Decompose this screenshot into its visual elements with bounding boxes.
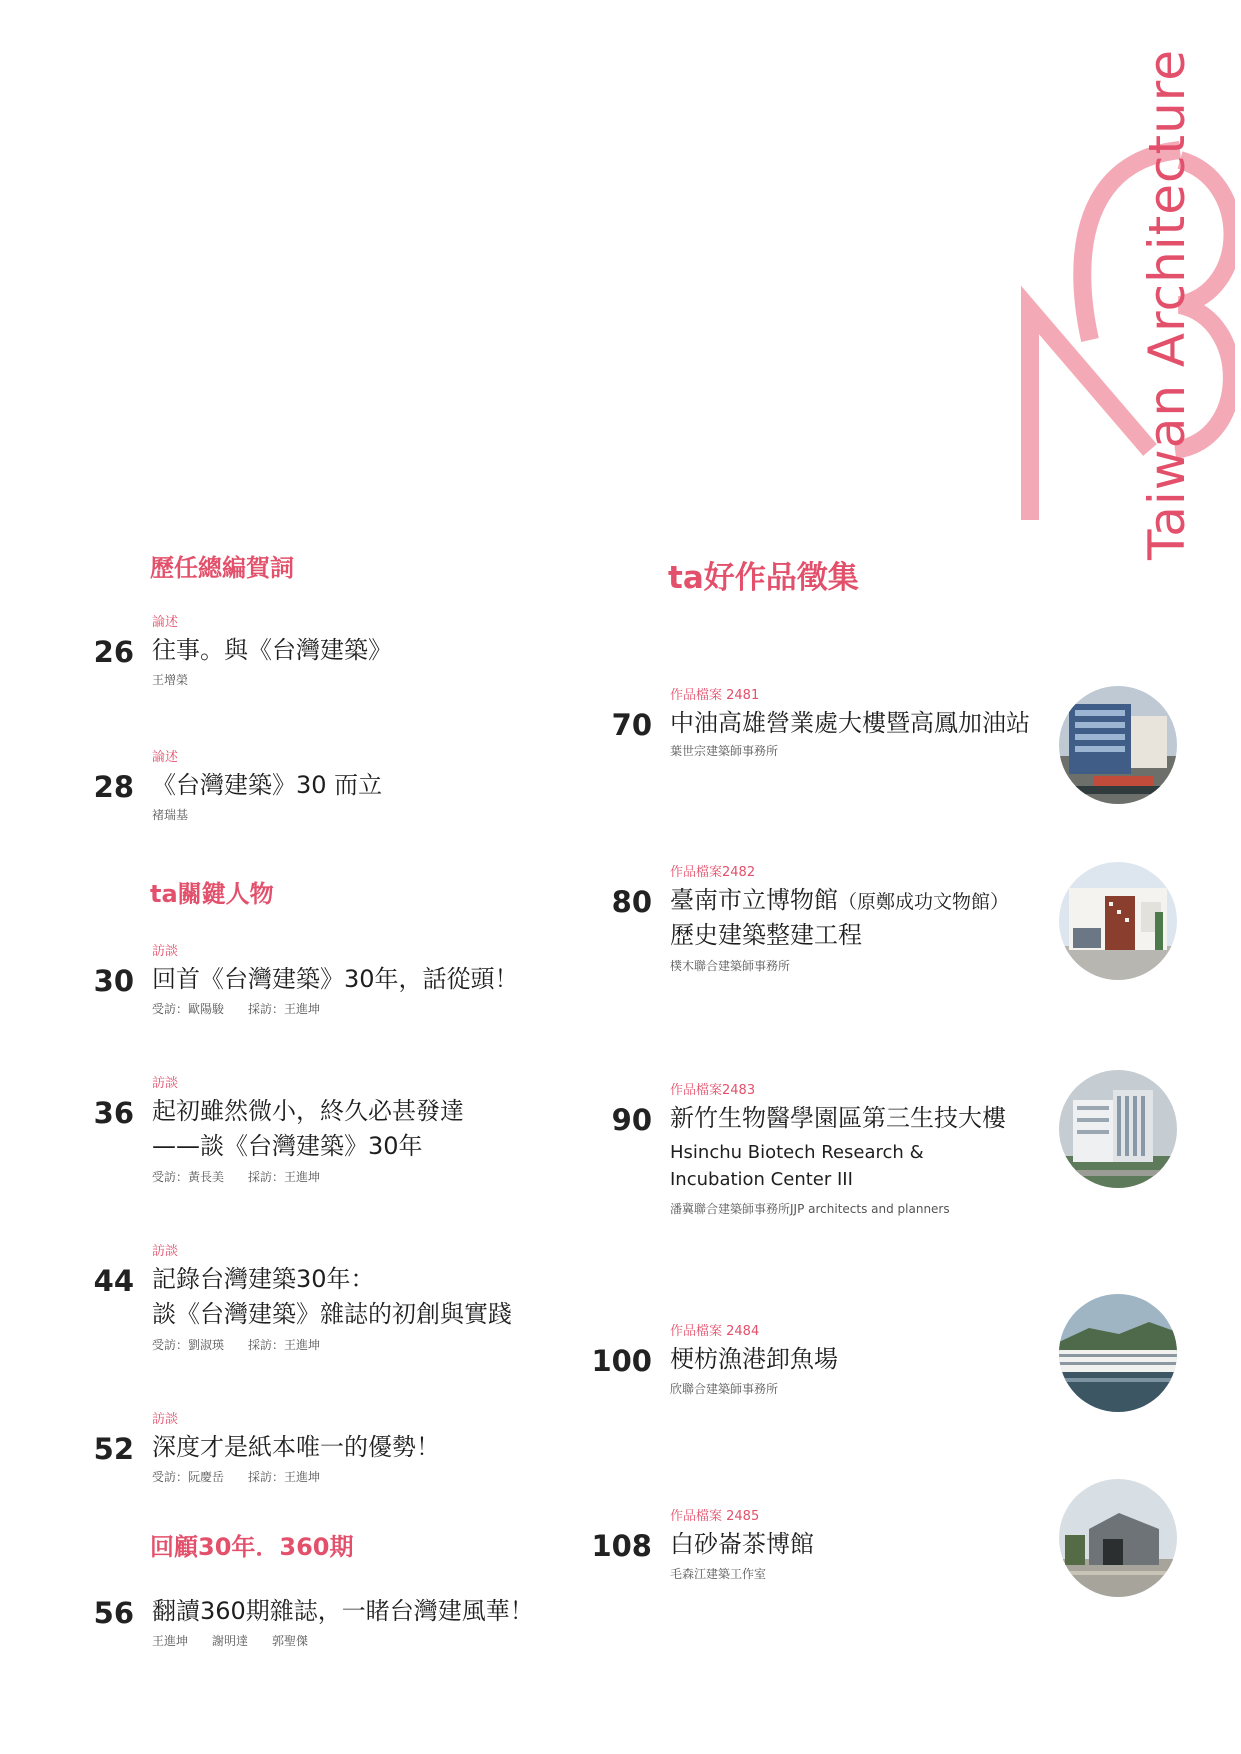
entry-title: 起初雖然微小，終久必甚發達 (152, 1097, 464, 1125)
entry-credits: 受訪：阮慶岳 採訪：王進坤 (152, 1470, 321, 1484)
heading-works: ta好作品徵集 (668, 560, 859, 596)
entry-category: 論述 (152, 615, 179, 630)
entry-title: 新竹生物醫學園區第三生技大樓 (670, 1104, 1006, 1132)
entry-title: 翻讀360期雜誌，一睹台灣建風華！ (152, 1597, 534, 1625)
entry-title: 深度才是紙本唯一的優勢！ (152, 1433, 440, 1461)
entry-category: 訪談 (152, 1244, 179, 1259)
entry-title: 白砂崙茶博館 (670, 1530, 814, 1558)
entry-page-number: 80 (611, 885, 652, 919)
entry-category: 作品檔案2483 (670, 1083, 756, 1098)
entry-title: 往事。與《台灣建築》 (152, 636, 392, 664)
entry-credits: 潘冀聯合建築師事務所JJP architects and planners (670, 1202, 950, 1216)
brand-30-logo (1010, 30, 1235, 560)
entry-category: 作品檔案 2484 (670, 1324, 760, 1339)
entry-page-number: 36 (93, 1096, 134, 1130)
entry-page-number: 44 (93, 1264, 134, 1298)
entry-credits: 王進坤 謝明達 郭聖傑 (152, 1634, 309, 1648)
entry-title: 記錄台灣建築30年： (152, 1265, 375, 1293)
entry-page-number: 56 (93, 1596, 134, 1630)
entry-credits: 欣聯合建築師事務所 (670, 1382, 779, 1396)
thumb-museum (1059, 862, 1177, 980)
entry-credits: 樸木聯合建築師事務所 (670, 959, 791, 973)
entry-title: 回首《台灣建築》30年，話從頭！ (152, 965, 519, 993)
entry-credits: 葉世宗建築師事務所 (670, 744, 779, 758)
heading-editors: 歷任總編賀詞 (150, 554, 294, 582)
entry-credits: 褚瑞基 (152, 808, 189, 822)
entry-page-number: 28 (93, 770, 134, 804)
entry-credits: 毛森江建築工作室 (670, 1567, 767, 1581)
entry-page-number: 52 (93, 1432, 134, 1466)
entry-page-number: 108 (591, 1529, 652, 1563)
entry-category: 作品檔案 2485 (670, 1509, 760, 1524)
thumb-fish-market (1059, 1294, 1177, 1412)
entry-credits: 受訪：黃長美 採訪：王進坤 (152, 1170, 321, 1184)
entry-title: 梗枋漁港卸魚場 (670, 1345, 838, 1373)
entry-title-line2: ——談《台灣建築》30年 (152, 1132, 423, 1160)
entry-title: 臺南市立博物館（原鄭成功文物館） (670, 886, 1010, 914)
entry-title: 《台灣建築》30 而立 (152, 771, 383, 799)
entry-title: 中油高雄營業處大樓暨高鳳加油站 (670, 709, 1030, 737)
entry-category: 作品檔案 2481 (670, 688, 760, 703)
brand-wordmark: Taiwan Architecture (1138, 48, 1196, 560)
entry-page-number: 100 (591, 1344, 652, 1378)
entry-category: 論述 (152, 750, 179, 765)
entry-category: 訪談 (152, 944, 179, 959)
entry-category: 訪談 (152, 1412, 179, 1427)
thumb-office-building (1059, 686, 1177, 804)
thumb-biotech-tower (1059, 1070, 1177, 1188)
entry-category: 訪談 (152, 1076, 179, 1091)
entry-subtitle-en-2: Incubation Center III (670, 1169, 853, 1190)
entry-credits: 受訪：劉淑瑛 採訪：王進坤 (152, 1338, 321, 1352)
entry-credits: 王增榮 (152, 673, 189, 687)
entry-subtitle-en-1: Hsinchu Biotech Research & (670, 1142, 924, 1163)
thumb-tea-museum (1059, 1479, 1177, 1597)
entry-category: 作品檔案2482 (670, 865, 756, 880)
entry-page-number: 90 (611, 1103, 652, 1137)
heading-key-people: ta關鍵人物 (150, 880, 274, 908)
entry-page-number: 30 (93, 964, 134, 998)
entry-title-line2: 歷史建築整建工程 (670, 921, 862, 949)
entry-title-line2: 談《台灣建築》雜誌的初創與實踐 (152, 1300, 512, 1328)
entry-page-number: 70 (611, 708, 652, 742)
entry-page-number: 26 (93, 635, 134, 669)
heading-retrospect: 回顧30年．360期 (150, 1533, 354, 1561)
entry-credits: 受訪：歐陽駿 採訪：王進坤 (152, 1002, 321, 1016)
